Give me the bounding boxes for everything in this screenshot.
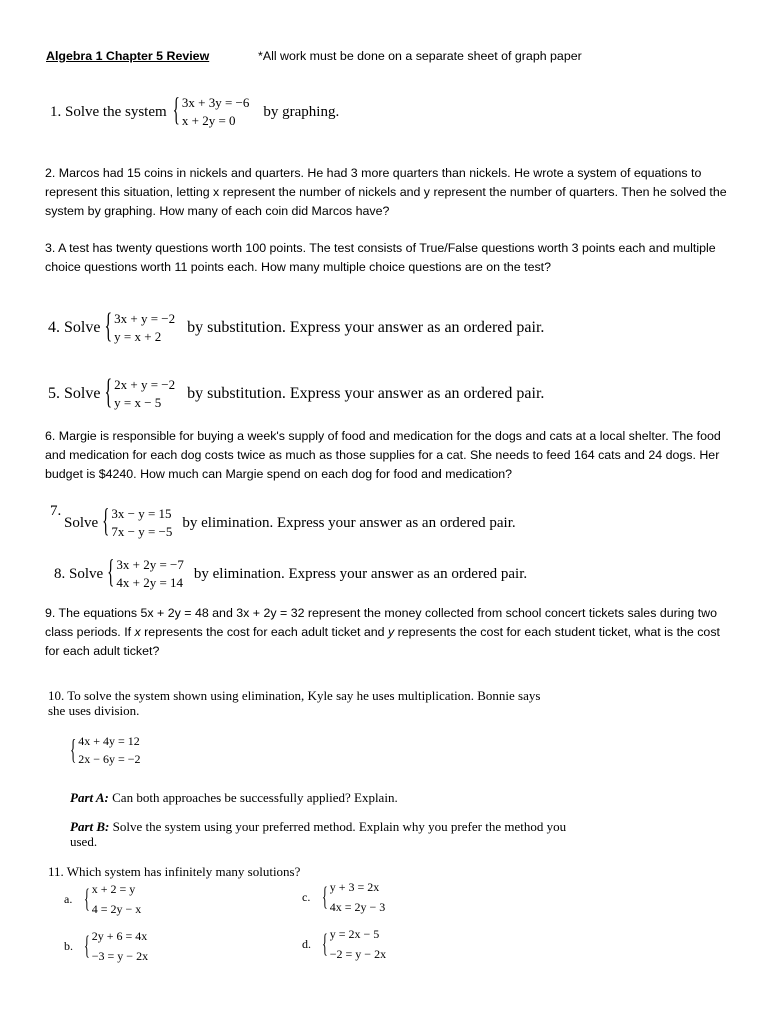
q5-tail: by substitution. Express your answer as an ordered pair. — [187, 385, 545, 402]
q8-tail: by elimination. Express your answer as an ordered pair. — [193, 565, 528, 582]
q10-part-b — [70, 819, 570, 849]
option-letter: b. — [64, 938, 73, 953]
option-letter: d. — [302, 936, 311, 951]
option-equations — [92, 879, 142, 919]
q5-equations — [114, 376, 175, 412]
q10-part-b-text: Solve the system using your preferred method. Explain why you prefer the method you used. — [70, 819, 567, 849]
q10-part-a — [70, 790, 570, 806]
q5-eq1: 2x + y = −2 — [114, 377, 176, 392]
q5-system — [104, 376, 175, 412]
brace-icon: { — [322, 927, 328, 959]
q11-option-d — [302, 924, 386, 964]
q7-tail: by elimination. Express your answer as an ordered pair. — [182, 514, 516, 531]
brace-icon: { — [172, 93, 180, 129]
q5-eq2: y = x − 5 — [114, 395, 162, 410]
q10-eq2: 2x − 6y = −2 — [78, 752, 141, 766]
q11-option-a — [64, 879, 141, 919]
option-equations — [330, 877, 386, 917]
q5-lead: 5. Solve — [48, 385, 101, 402]
question-11: 11. Which system has infinitely many solutions? — [48, 864, 301, 879]
brace-icon: { — [70, 732, 77, 766]
q9-variable-y: y — [388, 625, 395, 639]
header-note: *All work must be done on a separate sheet of graph paper — [258, 49, 582, 63]
question-4 — [48, 310, 544, 346]
q1-equations — [182, 94, 250, 130]
brace-icon: { — [104, 308, 113, 346]
brace-icon: { — [322, 880, 328, 912]
q1-eq1: 3x + 3y = −6 — [181, 95, 250, 110]
q9-text-a: 9. The equations 5x + 2y = 48 and 3x + 2y = 32 represent the money collected from school concert tickets sales during two class periods. If — [45, 606, 718, 639]
q7-lead: Solve — [64, 514, 99, 531]
q7-eq1: 3x − y = 15 — [111, 506, 172, 521]
option-eq2: 4x = 2y − 3 — [329, 900, 386, 914]
q9-variable-x: x — [134, 625, 141, 639]
q7-eq2: 7x − y = −5 — [111, 524, 173, 539]
q1-tail: by graphing. — [263, 103, 340, 120]
q8-system — [107, 556, 184, 592]
q7-number: 7. — [50, 503, 62, 519]
q8-eq1: 3x + 2y = −7 — [116, 557, 184, 572]
q10-equations — [78, 732, 140, 768]
q7-system — [102, 505, 172, 541]
question-8 — [54, 556, 527, 592]
q4-lead: 4. Solve — [48, 319, 101, 336]
option-eq2: −3 = y − 2x — [91, 949, 149, 963]
question-10: 10. To solve the system shown using elimination, Kyle say he uses multiplication. Bonnie says she uses division. — [48, 688, 541, 718]
option-eq1: x + 2 = y — [91, 882, 136, 896]
brace-icon: { — [102, 504, 110, 540]
q4-system — [104, 310, 175, 346]
document-title: Algebra 1 Chapter 5 Review — [46, 49, 210, 63]
q10-part-a-text: Can both approaches be successfully applied? Explain. — [112, 790, 398, 805]
option-equations — [92, 926, 148, 966]
q10-part-b-label: Part B: — [70, 819, 110, 834]
q1-eq2: x + 2y = 0 — [181, 113, 236, 128]
question-5 — [48, 376, 544, 412]
q11-option-c — [302, 877, 385, 917]
brace-icon: { — [84, 929, 90, 961]
q1-lead: 1. Solve the system — [50, 103, 167, 120]
q4-equations — [114, 310, 175, 346]
q8-lead: 8. Solve — [54, 565, 104, 582]
brace-icon: { — [107, 555, 115, 591]
q10-eq1: 4x + 4y = 12 — [78, 734, 140, 748]
option-eq1: 2y + 6 = 4x — [91, 929, 148, 943]
q8-equations — [116, 556, 184, 592]
question-2: 2. Marcos had 15 coins in nickels and quarters. He had 3 more quarters than nickels. He wrote a system of equations to represent this situation, letting x represent the number of nickels and y represent the number of quarters. Then he solved the system by graphing. How many of each coin did Marcos have? — [45, 166, 727, 218]
question-9 — [45, 604, 735, 661]
question-3: 3. A test has twenty questions worth 100 points. The test consists of True/False questions worth 3 points each and multiple choice questions worth 11 points each. How many multiple choice questions are on the test? — [45, 241, 716, 274]
option-equations — [330, 924, 386, 964]
q8-eq2: 4x + 2y = 14 — [116, 575, 184, 590]
q4-tail: by substitution. Express your answer as an ordered pair. — [187, 319, 545, 336]
brace-icon: { — [104, 374, 113, 412]
option-letter: a. — [64, 891, 73, 906]
q11-option-b — [64, 926, 148, 966]
option-eq2: 4 = 2y − x — [91, 902, 142, 916]
option-eq2: −2 = y − 2x — [329, 947, 387, 961]
q1-system — [173, 94, 250, 130]
q4-eq2: y = x + 2 — [114, 329, 162, 344]
q4-eq1: 3x + y = −2 — [114, 311, 176, 326]
option-letter: c. — [302, 889, 311, 904]
q10-system — [70, 732, 141, 768]
question-6: 6. Margie is responsible for buying a week's supply of food and medication for the dogs and cats at a local shelter. The food and medication for each dog costs twice as much as those supplies for a cat. She needs to feed 164 cats and 24 dogs. Her budget is $4240. How much can Margie spend on each dog for food and medication? — [45, 429, 721, 481]
q9-text-b: represents the cost for each adult ticket and — [140, 625, 388, 639]
option-eq1: y = 2x − 5 — [329, 927, 380, 941]
brace-icon: { — [84, 882, 90, 914]
question-1 — [50, 94, 339, 130]
q9-text-c: represents the cost for each student ticket, what is the cost for each adult ticket? — [45, 625, 720, 658]
q7-equations — [111, 505, 172, 541]
option-eq1: y + 3 = 2x — [329, 880, 380, 894]
q10-part-a-label: Part A: — [70, 790, 109, 805]
